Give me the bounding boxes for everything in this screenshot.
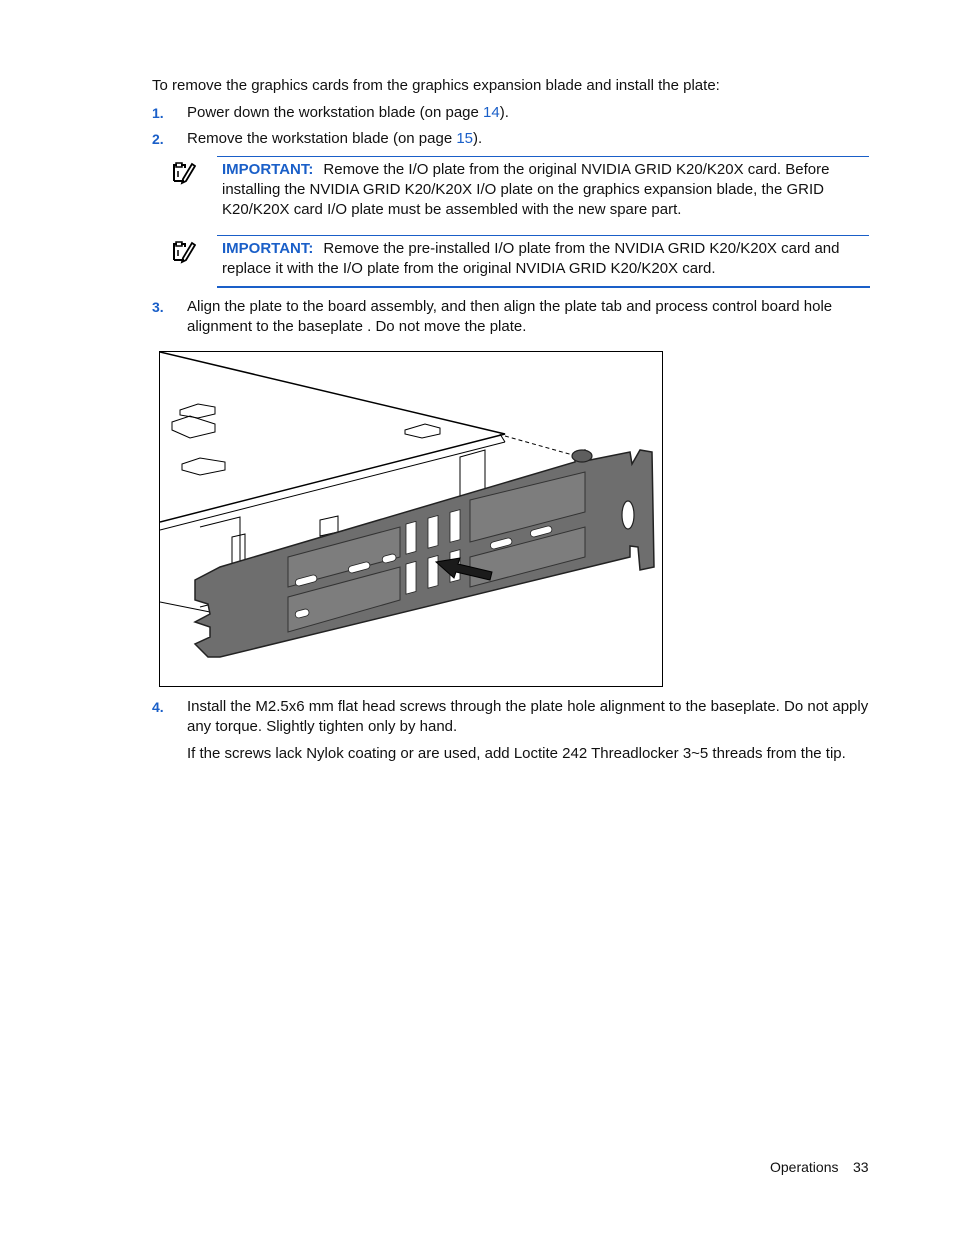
important-label: IMPORTANT: xyxy=(222,240,314,257)
step-number: 1. xyxy=(152,105,164,121)
intro-text: To remove the graphics cards from the graphics expansion blade and install the plate: xyxy=(152,77,720,94)
step-text-end: ). xyxy=(499,104,509,121)
step-text: Install the M2.5x6 mm flat head screws through the plate hole alignment to the baseplate. Do not apply any torque. Slightly tighten only by hand. xyxy=(187,698,869,735)
io-plate xyxy=(195,450,654,657)
important-note-icon xyxy=(170,159,196,185)
note-text: Remove the I/O plate from the original NVIDIA GRID K20/K20X card. Before installing the NVIDIA GRID K20/K20X I/O plate on the graphics expansion blade, the GRID K20/K20X card I/O plate must be assembled with the new spare part. xyxy=(222,161,830,218)
important-label: IMPORTANT: xyxy=(222,161,314,178)
step-4-subtext: If the screws lack Nylok coating or are used, add Loctite 242 Threadlocker 3~5 threads from the tip. xyxy=(187,745,846,762)
io-plate-illustration xyxy=(159,351,663,687)
step-text: Power down the workstation blade (on page xyxy=(187,104,484,121)
page-link[interactable]: 14 xyxy=(483,104,500,121)
step-number: 3. xyxy=(152,299,164,315)
important-note-icon xyxy=(170,238,196,264)
note-text: Remove the pre-installed I/O plate from the NVIDIA GRID K20/K20X card and replace it with the I/O plate from the original NVIDIA GRID K20/K20X card. xyxy=(222,240,840,277)
step-number: 4. xyxy=(152,699,164,715)
page-link[interactable]: 15 xyxy=(456,130,474,147)
step-text-end: ). xyxy=(473,130,483,147)
step-number: 2. xyxy=(152,131,164,147)
step-text: Align the plate to the board assembly, and then align the plate tab and process control board hole alignment to the baseplate . Do not move the plate. xyxy=(187,298,833,335)
page-number: 33 xyxy=(853,1159,869,1175)
important-note xyxy=(217,156,869,220)
footer-section: Operations xyxy=(770,1159,839,1175)
note-divider xyxy=(217,286,870,288)
important-note xyxy=(217,235,869,279)
step-text: Remove the workstation blade (on page xyxy=(187,130,457,147)
